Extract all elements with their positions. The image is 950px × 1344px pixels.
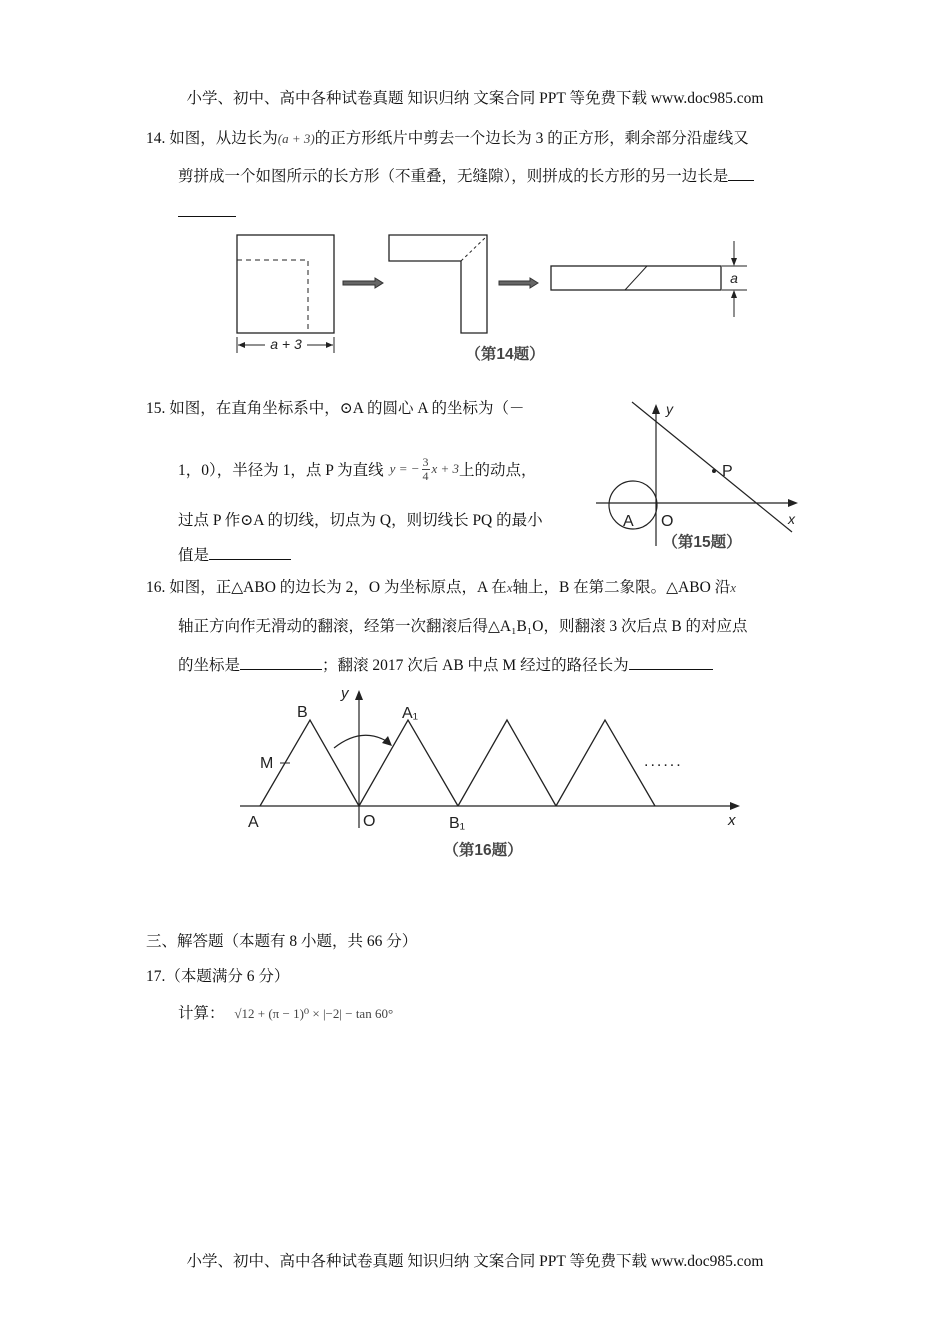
q15-y-label: y xyxy=(666,401,673,417)
q15-eq-denominator: 4 xyxy=(422,468,429,483)
q15-label-o: O xyxy=(661,513,674,530)
q15-eq-rest: x + 3 xyxy=(431,461,460,476)
q16-ellipsis: ...... xyxy=(644,753,683,770)
q16-answer-blank-1 xyxy=(240,668,322,670)
q16-label-a1: A₁ xyxy=(402,705,419,722)
q15-label-p: P xyxy=(722,463,733,480)
q14-answer-blank-b xyxy=(178,216,236,217)
q17-expression: √12 + (π − 1)⁰ × |−2| − tan 60° xyxy=(234,1006,394,1021)
q15-line2-end: 上的动点， xyxy=(459,462,537,479)
q15-line3: 过点 P 作⊙A 的切线，切点为 Q，则切线长 PQ 的最小 xyxy=(178,512,543,529)
q16-x-symbol-1: x xyxy=(506,580,513,595)
q16-rotation-arrowhead xyxy=(382,736,392,746)
q15-x-arrow xyxy=(788,499,798,507)
q16-answer-blank-2 xyxy=(629,668,713,670)
q14-height-label: a xyxy=(730,270,738,286)
q15-line1: 15. 如图，在直角坐标系中，⊙A 的圆心 A 的坐标为（－ xyxy=(146,400,525,417)
q15-eq-numerator: 3 xyxy=(422,454,429,469)
q14-width-label: a + 3 xyxy=(270,336,302,352)
q16-line1-end: 轴上，B 在第二象限。△ABO 沿 xyxy=(512,579,731,596)
q16-line3-end: ；翻滚 2017 次后 AB 中点 M 经过的路径长为 xyxy=(322,657,629,674)
q15-x-label: x xyxy=(788,511,795,527)
q15-point-p xyxy=(712,469,716,473)
q14-side-expression: (a + 3) xyxy=(277,131,315,146)
q14-l-shape xyxy=(389,235,487,333)
q16-line3 xyxy=(178,653,713,675)
q14-dashed-cut xyxy=(237,260,308,333)
q14-line1-start: 14. 如图，从边长为 xyxy=(146,130,278,147)
q14-figure xyxy=(225,225,765,370)
q16-line2: 轴正方向作无滑动的翻滚，经第一次翻滚后得△A₁B₁O，则翻滚 3 次后点 B 的对应点 xyxy=(178,618,748,635)
q14-l-diagonal-cut xyxy=(461,236,487,261)
q15-line4 xyxy=(178,543,291,565)
q16-triangle-3 xyxy=(458,720,556,806)
q15-line2-start: 1，0），半径为 1，点 P 为直线 xyxy=(178,462,384,479)
q15-line4-text: 值是 xyxy=(178,547,210,564)
q16-label-a: A xyxy=(248,814,259,831)
q15-label-a: A xyxy=(623,513,634,530)
q15-line2 xyxy=(178,446,537,492)
q16-label-b: B xyxy=(297,704,308,721)
q14-square xyxy=(237,235,334,333)
q16-triangle-4 xyxy=(556,720,655,806)
q14-height-arrow-top xyxy=(731,258,737,266)
q17-prompt: 计算： xyxy=(178,1005,225,1022)
q15-figure xyxy=(590,396,810,558)
q16-y-label: y xyxy=(341,685,349,702)
q17-body xyxy=(178,1001,393,1023)
q14-line2 xyxy=(178,164,754,186)
q16-figure xyxy=(230,682,750,862)
q16-triangle-a1b1o xyxy=(359,720,458,806)
q16-line1 xyxy=(146,575,736,597)
q14-line1 xyxy=(146,126,749,148)
q16-label-m: M xyxy=(260,755,274,772)
q16-y-arrow xyxy=(355,690,363,700)
q15-caption: （第15题） xyxy=(662,534,742,551)
q16-triangle-abo xyxy=(260,720,359,806)
q14-arrow-1 xyxy=(343,278,383,288)
q16-caption: （第16题） xyxy=(443,842,523,859)
q16-x-symbol-2: x xyxy=(730,580,736,595)
q14-arrow-2 xyxy=(499,278,538,288)
section-3-heading: 三、解答题（本题有 8 小题，共 66 分） xyxy=(146,933,418,950)
q14-rect-seam xyxy=(625,266,647,290)
q15-y-arrow xyxy=(652,404,660,414)
q15-answer-blank xyxy=(209,558,291,560)
q14-dim-arrow-left xyxy=(238,342,245,348)
q16-label-o: O xyxy=(363,813,376,830)
q14-line1-end: 的正方形纸片中剪去一个边长为 3 的正方形，剩余部分沿虚线又 xyxy=(314,130,749,147)
q16-label-b1: B₁ xyxy=(449,815,466,832)
q16-line3-start: 的坐标是 xyxy=(178,657,241,674)
q17-title: 17.（本题满分 6 分） xyxy=(146,968,290,985)
q16-rotation-arc xyxy=(334,735,388,748)
q15-eq-y: y = − xyxy=(389,461,420,476)
q16-x-label: x xyxy=(728,812,736,829)
page-footer: 小学、初中、高中各种试卷真题 知识归纳 文案合同 PPT 等免费下载 www.doc985.com xyxy=(186,1253,764,1270)
q14-answer-blank-a xyxy=(728,179,754,181)
q15-eq-fraction xyxy=(422,456,430,483)
q14-caption: （第14题） xyxy=(465,346,545,363)
q14-dim-arrow-right xyxy=(326,342,333,348)
q14-line2-text: 剪拼成一个如图所示的长方形（不重叠，无缝隙），则拼成的长方形的另一边长是 xyxy=(178,168,729,185)
q16-line1-start: 16. 如图，正△ABO 的边长为 2，O 为坐标原点，A 在 xyxy=(146,579,507,596)
page-header: 小学、初中、高中各种试卷真题 知识归纳 文案合同 PPT 等免费下载 www.doc985.com xyxy=(186,90,764,107)
q16-x-arrow xyxy=(730,802,740,810)
q14-height-arrow-bottom xyxy=(731,290,737,298)
